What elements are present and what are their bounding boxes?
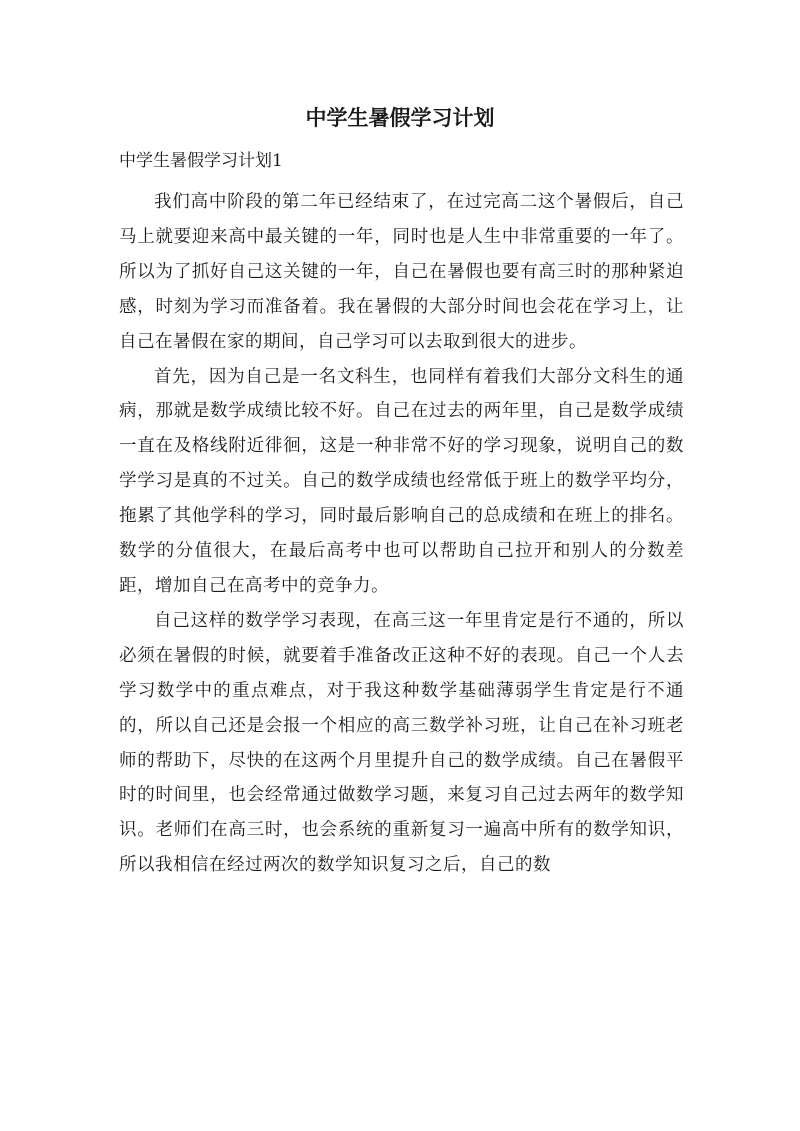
document-body [119,185,684,883]
paragraph-2: 首先，因为自己是一名文科生，也同样有着我们大部分文科生的通病，那就是数学成绩比较不好。自己在过去的两年里，自己是数学成绩一直在及格线附近徘徊，这是一种非常不好的学习现象，说明自己的数学学习是真的不过关。自己的数学成绩也经常低于班上的数学平均分，拖累了其他学科的学习，同时最后影响自己的总成绩和在班上的排名。数学的分值很大，在最后高考中也可以帮助自己拉开和别人的分数差距，增加自己在高考中的竞争力。 [119,366,684,596]
document-subtitle: 中学生暑假学习计划1 [119,151,283,171]
document-title: 中学生暑假学习计划 [305,105,495,130]
paragraph-1: 我们高中阶段的第二年已经结束了，在过完高二这个暑假后，自己马上就要迎来高中最关键的一年，同时也是人生中非常重要的一年了。所以为了抓好自己这关键的一年，自己在暑假也要有高三时的那种紧迫感，时刻为学习而准备着。我在暑假的大部分时间也会花在学习上，让自己在暑假在家的期间，自己学习可以去取到很大的进步。 [119,192,684,352]
paragraph-3: 自己这样的数学学习表现，在高三这一年里肯定是行不通的，所以必须在暑假的时候，就要着手准备改正这种不好的表现。自己一个人去学习数学中的重点难点，对于我这种数学基础薄弱学生肯定是行不通的，所以自己还是会报一个相应的高三数学补习班，让自己在补习班老师的帮助下，尽快的在这两个月里提升自己的数学成绩。自己在暑假平时的时间里，也会经常通过做数学习题，来复习自己过去两年的数学知识。老师们在高三时，也会系统的重新复习一遍高中所有的数学知识，所以我相信在经过两次的数学知识复习之后，自己的数 [119,610,684,876]
